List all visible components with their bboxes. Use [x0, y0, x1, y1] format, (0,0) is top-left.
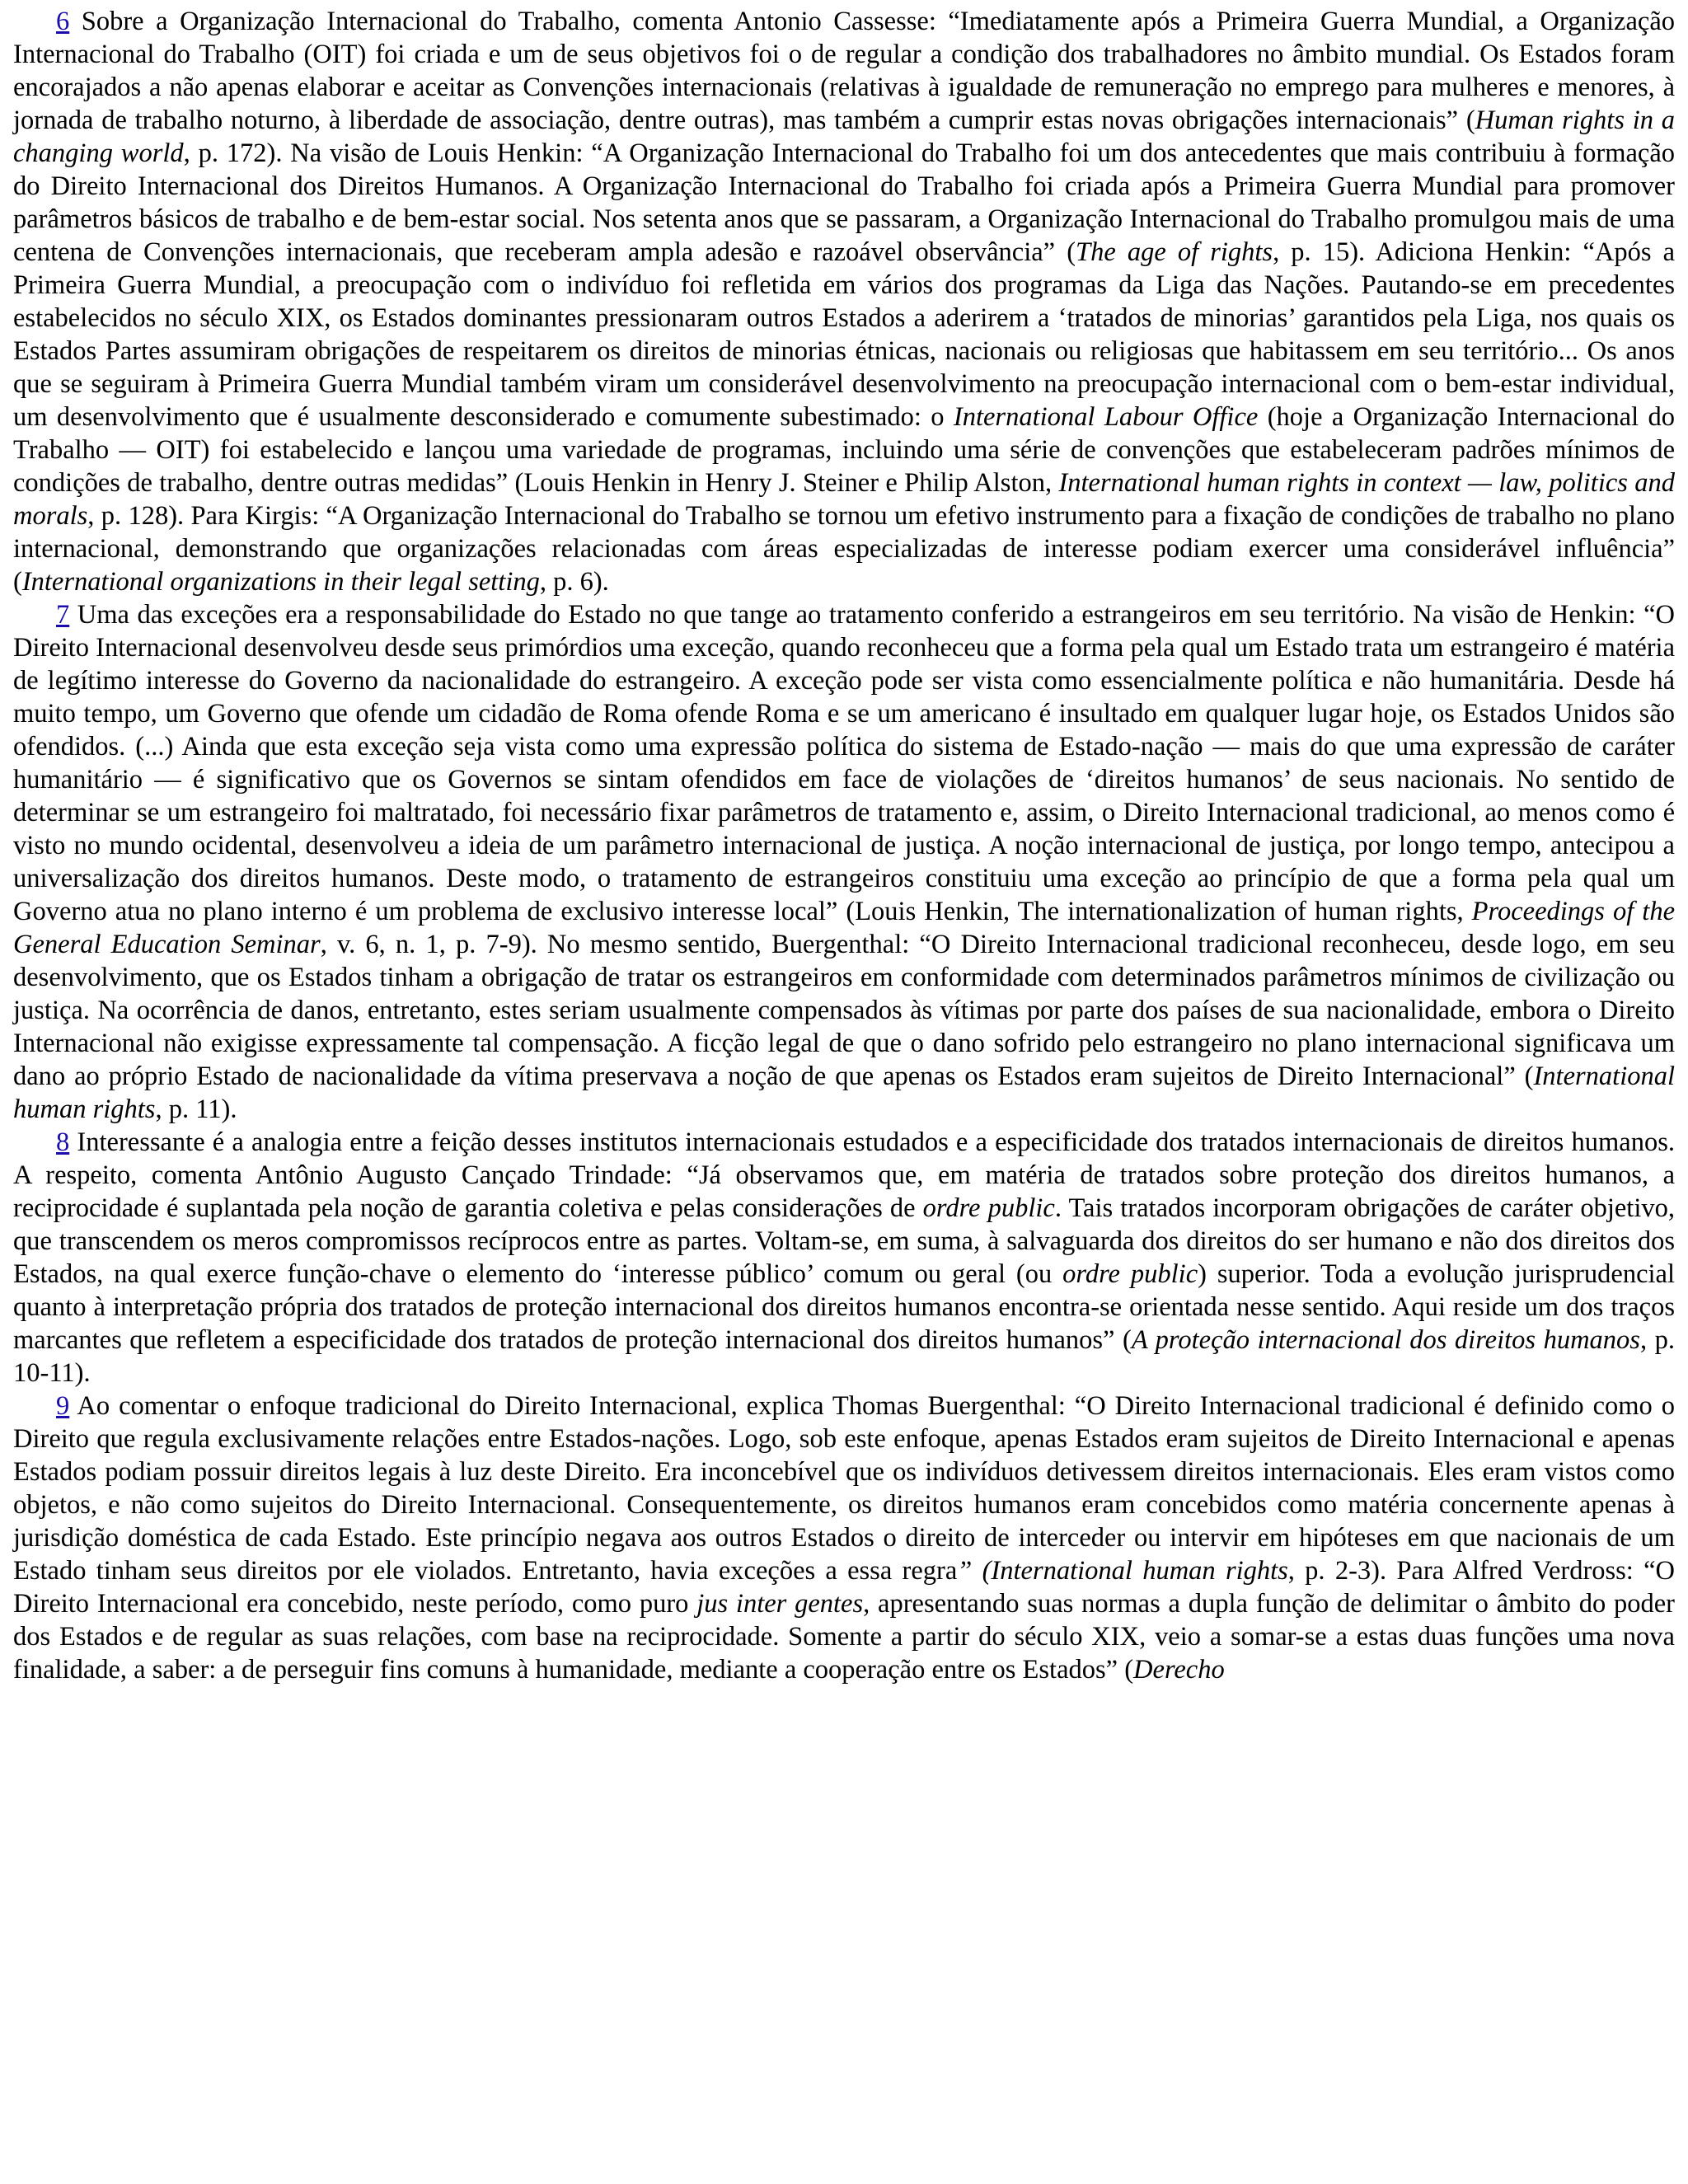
citation-title: Derecho — [1133, 1655, 1225, 1685]
citation-title: International human rights in context — law, politics and morals — [13, 468, 1676, 531]
citation-title: A proteção internacional dos direitos humanos — [1131, 1325, 1640, 1355]
footnote-text: , p. 2-3). Para Alfred Verdross: “O Direito Internacional era concebido, neste período, como puro — [13, 1556, 1675, 1619]
citation-title: ” (International human rights — [957, 1556, 1288, 1586]
citation-title: Human rights in a changing world — [13, 105, 1675, 168]
footnote-text: , p. 10-11). — [13, 1325, 1676, 1388]
citation-title: International Labour Office — [953, 402, 1259, 432]
footnote-text: , apresentando suas normas a dupla função de delimitar o âmbito do poder dos Estados e de regular as suas relações, com base na reciprocidade. Somente a partir do século XIX, veio a somar-se a estas duas funções uma nova finalidade, a saber: a de perseguir fins comuns à humanidade, mediante a cooperação entre os Estados” ( — [13, 1589, 1675, 1685]
footnote-text: (hoje a Organização Internacional do Trabalho — OIT) foi estabelecido e lançou uma variedade de programas, incluindo uma série de convenções que estabeleceram padrões mínimos de condições de trabalho, dentre outras medidas” (Louis Henkin in Henry J. Steiner e Philip Alston, — [13, 402, 1675, 498]
footnote-6 — [13, 5, 1675, 598]
footnote-text: , v. 6, n. 1, p. 7-9). No mesmo sentido, Buergenthal: “O Direito Internacional tradicional reconheceu, desde logo, em seu desenvolvimento, que os Estados tinham a obrigação de tratar os estrangeiros em conformidade com determinados parâmetros mínimos de civilização ou justiça. Na ocorrência de danos, entretanto, estes seriam usualmente compensados às vítimas por parte dos países de sua nacionalidade, embora o Direito Internacional não exigisse expressamente tal compensação. A ficção legal de que o dano sofrido pelo estrangeiro no plano internacional significava um dano ao próprio Estado de nacionalidade da vítima preservava a noção de que apenas os Estados eram sujeitos de Direito Internacional” ( — [13, 930, 1675, 1091]
footnote-ref-link-8[interactable]: 8 — [56, 1127, 70, 1157]
footnote-text: , p. 6). — [539, 567, 609, 597]
footnote-text: , p. 11). — [155, 1094, 237, 1124]
citation-title: ordre public — [922, 1193, 1055, 1223]
footnote-text: , p. 15). Adiciona Henkin: “Após a Primeira Guerra Mundial, a preocupação com o indivíduo foi refletida em vários dos programas da Liga das Nações. Pautando-se em precedentes estabelecidos no século XIX, os Estados dominantes pressionaram outros Estados a aderirem a ‘tratados de minorias’ garantidos pela Liga, nos quais os Estados Partes assumiram obrigações de respeitarem os direitos de minorias étnicas, nacionais ou religiosas que habitassem em seu território... Os anos que se seguiram à Primeira Guerra Mundial também viram um considerável desenvolvimento na preocupação internacional com o bem-estar individual, um desenvolvimento que é usualmente desconsiderado e comumente subestimado: o — [13, 237, 1675, 432]
footnote-9 — [13, 1390, 1675, 1686]
footnote-ref-link-7[interactable]: 7 — [56, 600, 70, 630]
footnote-ref-link-9[interactable]: 9 — [56, 1391, 70, 1421]
footnote-text: Sobre a Organização Internacional do Trabalho, comenta Antonio Cassesse: “Imediatamente após a Primeira Guerra Mundial, a Organização Internacional do Trabalho (OIT) foi criada e um de seus objetivos foi o de regular a condição dos trabalhadores no âmbito mundial. Os Estados foram encorajados a não apenas elaborar e aceitar as Convenções internacionais (relativas à igualdade de remuneração no emprego para mulheres e menores, à jornada de trabalho noturno, à liberdade de associação, dentre outras), mas também a cumprir estas novas obrigações internacionais” ( — [13, 7, 1675, 135]
footnote-text: , p. 172). Na visão de Louis Henkin: “A Organização Internacional do Trabalho foi um dos antecedentes que mais contribuiu à formação do Direito Internacional dos Direitos Humanos. A Organização Internacional do Trabalho foi criada após a Primeira Guerra Mundial para promover parâmetros básicos de trabalho e de bem-estar social. Nos setenta anos que se passaram, a Organização Internacional do Trabalho promulgou mais de uma centena de Convenções internacionais, que receberam ampla adesão e razoável observância” ( — [13, 138, 1675, 267]
footnote-7 — [13, 598, 1675, 1126]
citation-title: The age of rights — [1076, 237, 1273, 267]
footnote-text: . Tais tratados incorporam obrigações de caráter objetivo, que transcendem os meros compromissos recíprocos entre as partes. Voltam-se, em suma, à salvaguarda dos direitos do ser humano e não dos direitos dos Estados, na qual exerce função-chave o elemento do ‘interesse público’ comum ou geral (ou — [13, 1193, 1675, 1289]
citation-title: jus inter gentes — [696, 1589, 864, 1619]
footnote-ref-link-6[interactable]: 6 — [56, 7, 70, 36]
footnote-text: Ao comentar o enfoque tradicional do Direito Internacional, explica Thomas Buergenthal: “O Direito Internacional tradicional é definido como o Direito que regula exclusivamente relações entre Estados-nações. Logo, sob este enfoque, apenas Estados eram sujeitos de Direito Internacional e apenas Estados podiam possuir direitos legais à luz deste Direito. Era inconcebível que os indivíduos detivessem direitos internacionais. Eles eram vistos como objetos, e não como sujeitos do Direito Internacional. Consequentemente, os direitos humanos eram concebidos como matéria concernente apenas à jurisdição doméstica de cada Estado. Este princípio negava aos outros Estados o direito de interceder ou intervir em hipóteses em que nacionais de um Estado tinham seus direitos por ele violados. Entretanto, havia exceções a essa regra — [13, 1391, 1675, 1586]
footnote-text: Interessante é a analogia entre a feição desses institutos internacionais estudados e a especificidade dos tratados internacionais de direitos humanos. A respeito, comenta Antônio Augusto Cançado Trindade: “Já observamos que, em matéria de tratados sobre proteção dos direitos humanos, a reciprocidade é suplantada pela noção de garantia coletiva e pelas considerações de — [13, 1127, 1675, 1223]
footnote-text: Uma das exceções era a responsabilidade do Estado no que tange ao tratamento conferido a estrangeiros em seu território. Na visão de Henkin: “O Direito Internacional desenvolveu desde seus primórdios uma exceção, quando reconheceu que a forma pela qual um Estado trata um estrangeiro é matéria de legítimo interesse do Governo da nacionalidade do estrangeiro. A exceção pode ser vista como essencialmente política e não humanitária. Desde há muito tempo, um Governo que ofende um cidadão de Roma ofende Roma e se um americano é insultado em qualquer lugar hoje, os Estados Unidos são ofendidos. (...) Ainda que esta exceção seja vista como uma expressão política do sistema de Estado-nação — mais do que uma expressão de caráter humanitário — é significativo que os Governos se sintam ofendidos em face de violações de ‘direitos humanos’ de seus nacionais. No sentido de determinar se um estrangeiro foi maltratado, foi necessário fixar parâmetros de tratamento e, assim, o Direito Internacional tradicional, ao menos como é visto no mundo ocidental, desenvolveu a ideia de um parâmetro internacional de justiça. A noção internacional de justiça, por longo tempo, antecipou a universalização dos direitos humanos. Deste modo, o tratamento de estrangeiros constituiu uma exceção ao princípio de que a forma pela qual um Governo atua no plano interno é um problema de exclusivo interesse local” (Louis Henkin, The internationalization of human rights, — [13, 600, 1676, 926]
footnote-8 — [13, 1126, 1675, 1390]
citation-title: International organizations in their legal setting — [21, 567, 540, 597]
footnote-text: ) superior. Toda a evolução jurisprudencial quanto à interpretação própria dos tratados de proteção internacional dos direitos humanos encontra-se orientada nesse sentido. Aqui reside um dos traços marcantes que refletem a especificidade dos tratados de proteção internacional dos direitos humanos” ( — [13, 1259, 1675, 1355]
document-body — [13, 5, 1675, 1686]
citation-title: Proceedings of the General Education Seminar — [13, 897, 1675, 959]
footnote-text: , p. 128). Para Kirgis: “A Organização Internacional do Trabalho se tornou um efetivo instrumento para a fixação de condições de trabalho no plano internacional, demonstrando que organizações relacionadas com áreas especializadas de interesse podiam exercer uma considerável influência” ( — [13, 501, 1675, 597]
citation-title: ordre public — [1062, 1259, 1198, 1289]
citation-title: International human rights — [13, 1062, 1675, 1124]
